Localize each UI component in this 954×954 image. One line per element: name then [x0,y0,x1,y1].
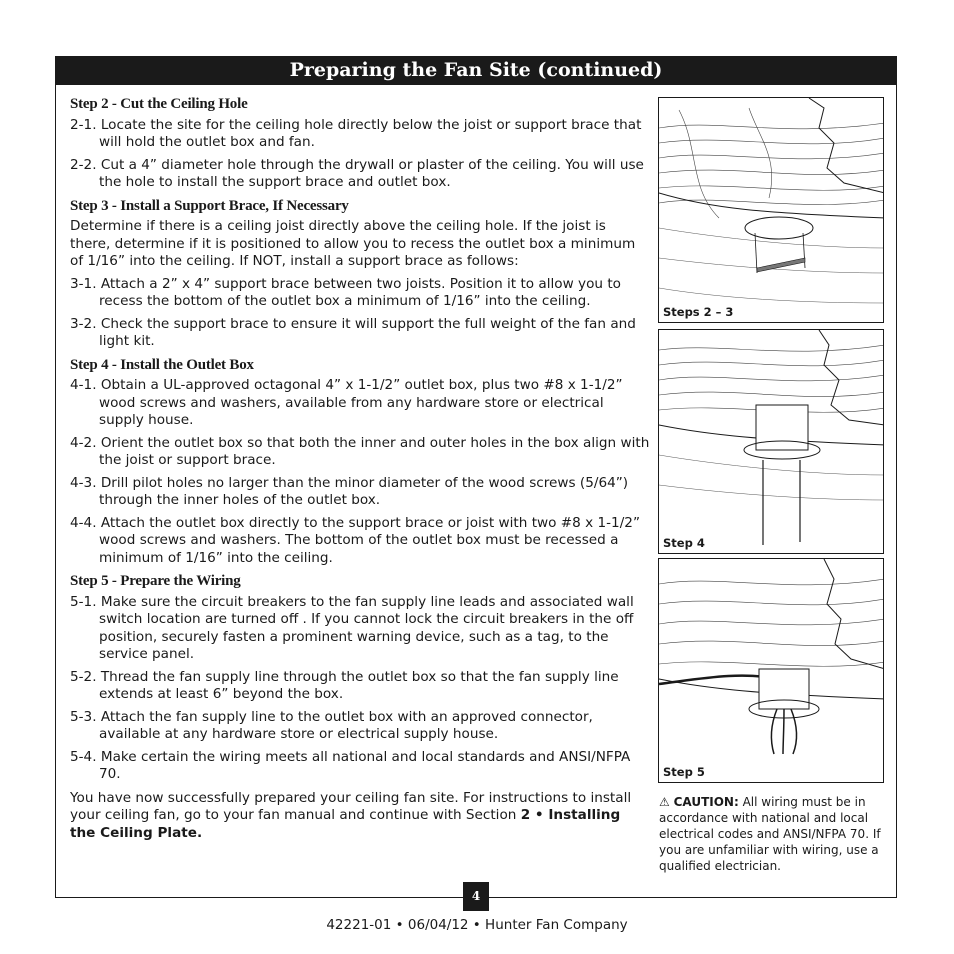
footer: 42221-01 • 06/04/12 • Hunter Fan Company [326,917,628,933]
step2-heading: Step 2 - Cut the Ceiling Hole [70,96,248,112]
step-item: 5-4. Make certain the wiring meets all national and local standards and ANSI/NFPA 70. [70,748,631,782]
step-item: 3-2. Check the support brace to ensure it will support the full weight of the fan and light kit. [70,315,636,349]
caution-text: All wiring must be in accordance with national and local electrical codes and ANSI/NFPA 70. If you are unfamiliar with wiring, use a qualified electrician. [659,795,881,873]
instructions-column [70,96,650,847]
figure-label: Steps 2 – 3 [663,305,734,319]
step-item: 5-2. Thread the fan supply line through the outlet box so that the fan supply line extends at least 6” beyond the box. [70,668,619,702]
step4-heading: Step 4 - Install the Outlet Box [70,356,254,373]
caution-label: CAUTION: [673,795,739,809]
step5-heading: Step 5 - Prepare the Wiring [70,573,241,589]
step3-heading: Step 3 - Install a Support Brace, If Necessary [70,197,349,214]
page-number: 4 [463,882,489,911]
closing-section-ref: 2 • Installing the Ceiling Plate. [70,807,621,841]
step-item: 4-3. Drill pilot holes no larger than the minor diameter of the wood screws (5/64”) through the inner holes of the outlet box. [70,474,629,508]
step2-section [70,96,650,192]
step-item: 3-1. Attach a 2” x 4” support brace between two joists. Position it to allow you to recess the bottom of the outlet box a minimum of 1/16” into the ceiling. [70,275,621,309]
figure-label: Step 5 [663,765,705,779]
figure-step-5 [658,558,884,783]
step-item: 5-3. Attach the fan supply line to the outlet box with an approved connector, available at any hardware store or electrical supply house. [70,708,593,742]
step3-intro: Determine if there is a ceiling joist directly above the ceiling hole. If the joist is there, determine if it is positioned to allow you to recess the outlet box a minimum of 1/16” into the ceiling. If NOT, install a support brace as follows: [70,218,636,269]
step-item: 4-2. Orient the outlet box so that both the inner and outer holes in the box align with the joist or support brace. [70,434,650,468]
step3-section [70,198,650,351]
figure-step-4 [658,329,884,554]
step-item: 4-1. Obtain a UL-approved octagonal 4” x 1-1/2” outlet box, plus two #8 x 1-1/2” wood screws and washers, available from any hardware store or electrical supply house. [70,377,623,428]
wiring-illustration [659,559,884,783]
outlet-box-illustration [659,330,884,554]
page-title: Preparing the Fan Site (continued) [55,56,897,85]
warning-triangle-icon: ⚠ [659,795,670,809]
step-item: 5-1. Make sure the circuit breakers to the fan supply line leads and associated wall switch location are turned off . If you cannot lock the circuit breakers in the off position, securely fasten a prominent warning device, such as a tag, to the service panel. [70,593,634,662]
step-item: 2-1. Locate the site for the ceiling hole directly below the joist or support brace that will hold the outlet box and fan. [70,116,642,150]
figure-steps-2-3 [658,97,884,323]
step-item: 4-4. Attach the outlet box directly to the support brace or joist with two #8 x 1-1/2” wood screws and washers. The bottom of the outlet box must be recessed a minimum of 1/16” into the ceiling. [70,514,640,566]
step4-section [70,357,650,568]
ceiling-hole-illustration [659,98,884,323]
step5-section [70,573,650,784]
step-item: 2-2. Cut a 4” diameter hole through the drywall or plaster of the ceiling. You will use the hole to install the support brace and outlet box. [70,156,644,190]
caution-note [659,794,891,874]
closing-text: You have now successfully prepared your ceiling fan site. For instructions to install your ceiling fan, go to your fan manual and continue with Section [70,789,632,823]
closing-paragraph [70,790,650,843]
figure-label: Step 4 [663,536,705,550]
